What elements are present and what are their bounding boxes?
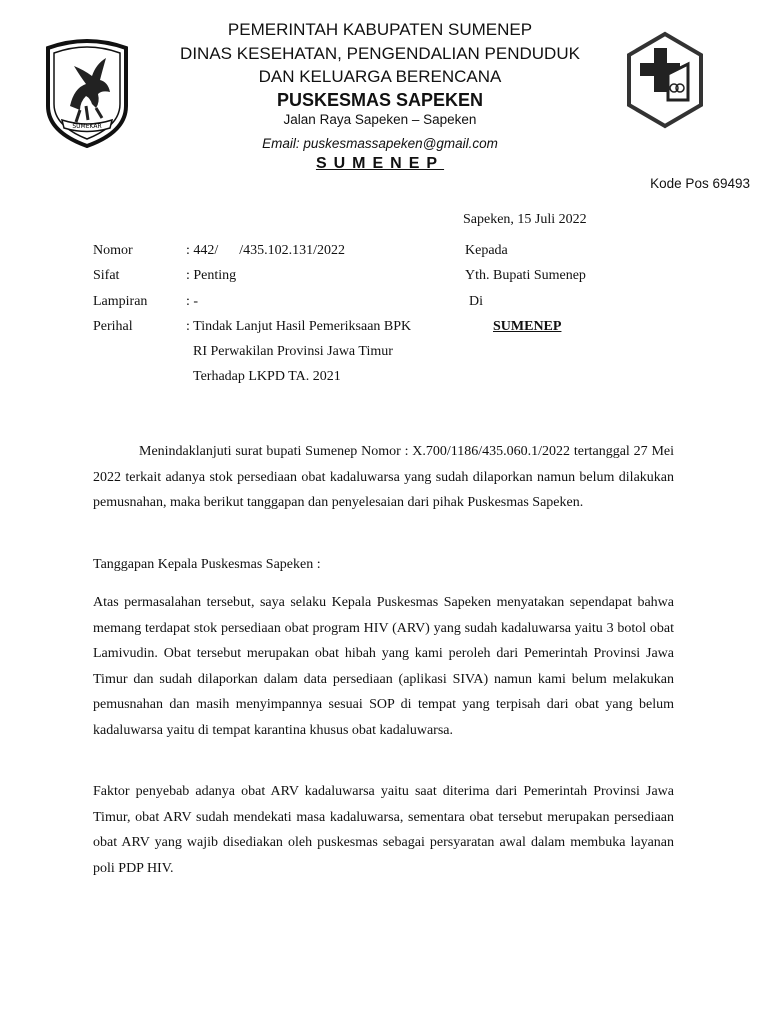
perihal-value-line1: : Tindak Lanjut Hasil Pemeriksaan BPK xyxy=(186,319,412,334)
paragraph-text: Atas permasalahan tersebut, saya selaku Kepala Puskesmas Sapeken menyatakan sependapat bahwa memang terdapat stok persediaan obat program HIV (ARV) yang sudah kadaluwarsa yaitu 3 botol obat Lamivudin. Obat tersebut merupakan obat hibah yang kami peroleh dari Pemerintah Provinsi Jawa Timur dan sudah dilaporkan dalam data persediaan (aplikasi SIVA) namun kami belum melakukan pemusnahan dan masih menyimpannya sesuai SOP di tempat yang terpisah dari obat yang belum kadaluwarsa yaitu di tempat karantina khusus obat kadaluwarsa. xyxy=(93,595,674,738)
perihal-value-line2: RI Perwakilan Provinsi Jawa Timur xyxy=(193,344,393,359)
letterhead-email: Email: puskesmassapeken@gmail.com xyxy=(262,136,498,151)
postal-code: Kode Pos 69493 xyxy=(650,176,750,191)
recipient-di: Di xyxy=(469,294,483,309)
letterhead-city: SUMENEP xyxy=(315,155,445,172)
letterhead-government: PEMERINTAH KABUPATEN SUMENEP xyxy=(227,20,533,39)
letter-date: Sapeken, 15 Juli 2022 xyxy=(463,212,587,227)
perihal-label: Perihal xyxy=(93,319,133,334)
body-paragraph-2 xyxy=(93,552,674,578)
recipient-city: SUMENEP xyxy=(493,319,562,334)
sifat-value: : Penting xyxy=(186,268,237,283)
recipient-name: Yth. Bupati Sumenep xyxy=(465,268,586,283)
puskesmas-logo xyxy=(624,30,706,130)
lampiran-label: Lampiran xyxy=(93,294,148,309)
recipient-kepada: Kepada xyxy=(465,243,508,258)
paragraph-text: Tanggapan Kepala Puskesmas Sapeken : xyxy=(93,557,321,572)
nomor-label: Nomor xyxy=(93,243,133,258)
sifat-label: Sifat xyxy=(93,268,120,283)
lampiran-value: : - xyxy=(186,294,199,309)
letterhead-department-cont: DAN KELUARGA BERENCANA xyxy=(258,67,502,86)
body-paragraph-3 xyxy=(93,590,674,743)
emblem-ribbon-text: SUMEKAR xyxy=(72,123,102,130)
perihal-value-line3: Terhadap LKPD TA. 2021 xyxy=(193,369,341,384)
paragraph-text: Menindaklanjuti surat bupati Sumenep Nomor : X.700/1186/435.060.1/2022 tertanggal 27 Mei 2022 terkait adanya stok persediaan obat kadaluwarsa yang sudah dilaporkan namun belum dilakukan pemusnahan, maka berikut tanggapan dan penyelesaian dari pihak Puskesmas Sapeken. xyxy=(93,444,674,510)
paragraph-text: Faktor penyebab adanya obat ARV kadaluwarsa yaitu saat diterima dari Pemerintah Provinsi Jawa Timur, obat ARV sudah mendekati masa kadaluwarsa, sementara obat tersebut merupakan persediaan obat ARV yang wajib disediakan oleh puskesmas sebagai persyaratan awal dalam membuka layanan poli PDP HIV. xyxy=(93,784,674,876)
nomor-value: : 442/ /435.102.131/2022 xyxy=(186,243,346,258)
body-paragraph-4 xyxy=(93,779,674,881)
letterhead-department: DINAS KESEHATAN, PENGENDALIAN PENDUDUK xyxy=(180,44,580,63)
letterhead-address: Jalan Raya Sapeken – Sapeken xyxy=(283,112,477,127)
sumenep-emblem-logo xyxy=(40,36,134,148)
letterhead-puskesmas-name: PUSKESMAS SAPEKEN xyxy=(276,90,484,110)
body-paragraph-1 xyxy=(93,439,674,516)
